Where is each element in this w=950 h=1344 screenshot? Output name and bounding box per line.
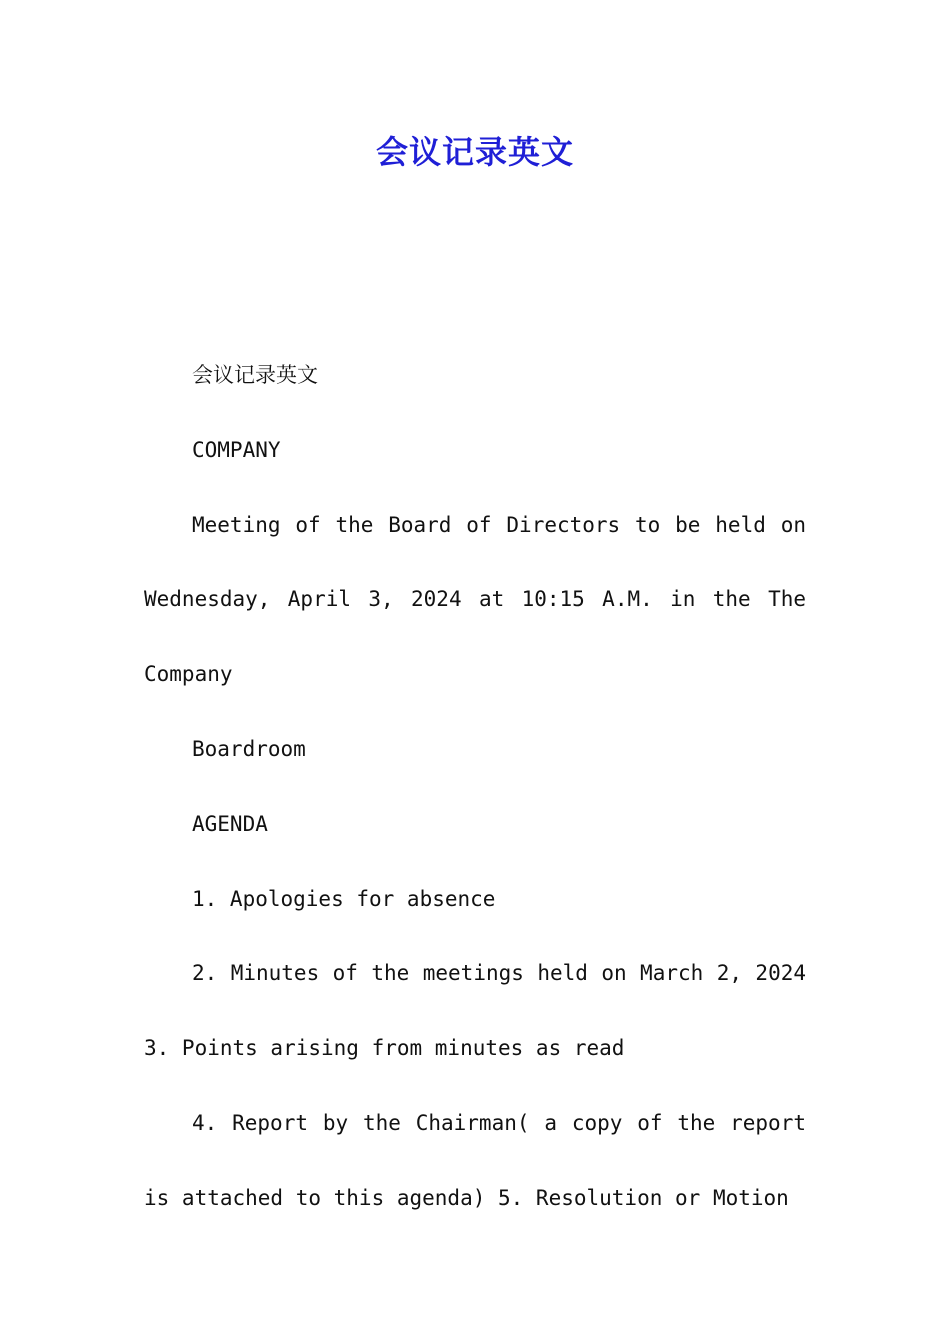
paragraph-meeting-notice: Meeting of the Board of Directors to be held on Wednesday, April 3, 2024 at 10:15 A.M. in the The Company	[144, 512, 806, 687]
agenda-item-1: 1. Apologies for absence	[192, 886, 496, 911]
paragraph-agenda-heading: AGENDA	[192, 811, 268, 836]
agenda-item-2-3: 2. Minutes of the meetings held on March 2, 2024 3. Points arising from minutes as read	[144, 961, 806, 1061]
paragraph-location: Boardroom	[192, 736, 306, 761]
agenda-item-4-5: 4. Report by the Chairman( a copy of the report is attached to this agenda) 5. Resolution or Motion	[144, 1110, 806, 1210]
paragraph-company: COMPANY	[192, 437, 281, 462]
document-title: 会议记录英文	[375, 133, 574, 171]
document-body	[144, 338, 806, 1236]
paragraph-heading: 会议记录英文	[192, 363, 318, 387]
